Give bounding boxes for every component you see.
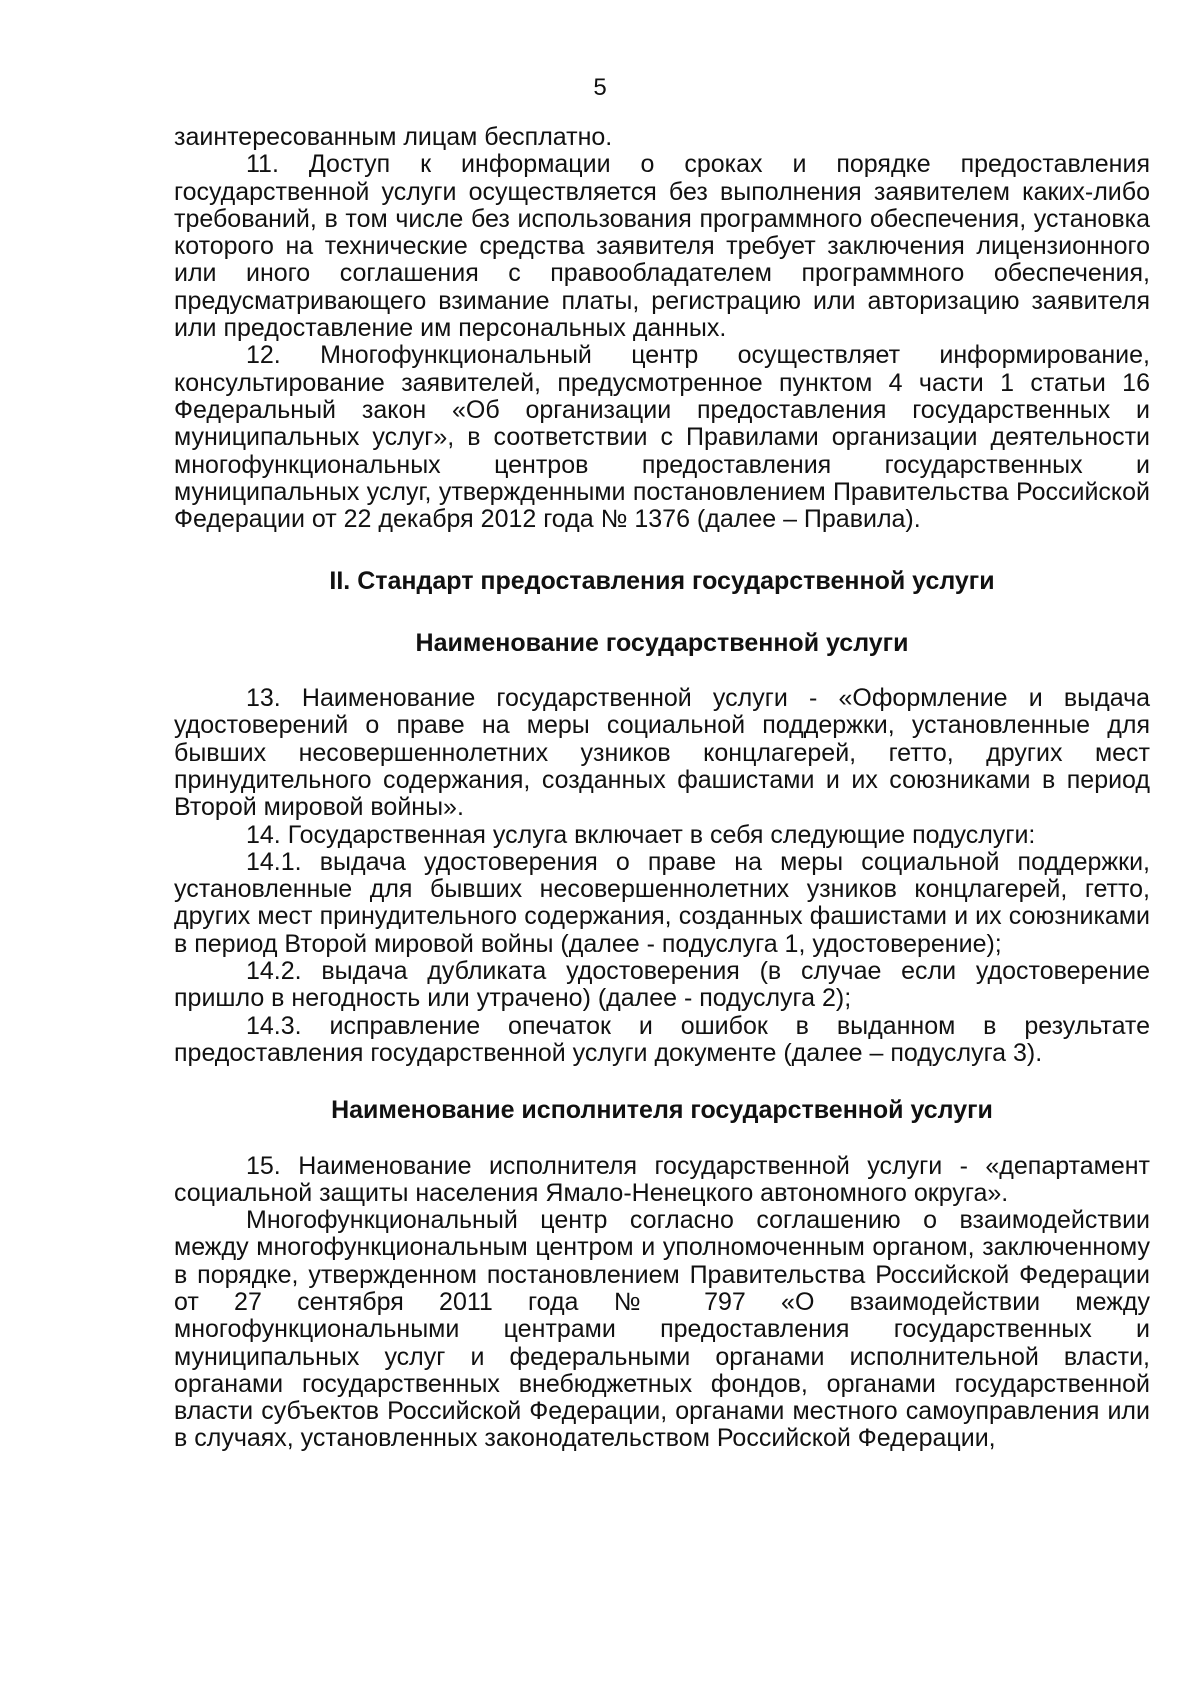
paragraph-14-1: 14.1. выдача удостоверения о праве на меры социальной поддержки, установленные для бывших несовершеннолетних узников концлагерей, гетто, других мест принудительного содержания, созданных фашистами и их союзниками в период Второй мировой войны (далее - подуслуга 1, удостоверение);	[174, 847, 1150, 958]
paragraph-continuation: заинтересованным лицам бесплатно.	[174, 123, 613, 151]
paragraph-13: 13. Наименование государственной услуги - «Оформление и выдача удостоверений о праве на меры социальной поддержки, установленные для бывших несовершеннолетних узников концлагерей, гетто, других мест принудительного содержания, созданных фашистами и их союзниками в период Второй мировой войны».	[174, 684, 1150, 822]
paragraph-14-2: 14.2. выдача дубликата удостоверения (в случае если удостоверение пришло в негодность или утрачено) (далее - подуслуга 2);	[174, 957, 1150, 1013]
section-heading: II. Стандарт предоставления государственной услуги	[329, 567, 995, 596]
paragraph-11: 11. Доступ к информации о сроках и порядке предоставления государственной услуги осуществляется без выполнения заявителем каких-либо требований, в том числе без использования программного обеспечения, установка которого на технические средства заявителя требует заключения лицензионного или иного соглашения с правообладателем программного обеспечения, предусматривающего взимание платы, регистрацию или авторизацию заявителя или предоставление им персональных данных.	[174, 150, 1150, 343]
document-body	[174, 124, 1150, 1453]
page-number: 5	[593, 74, 607, 101]
paragraph-14: 14. Государственная услуга включает в себя следующие подуслуги:	[246, 820, 1036, 849]
paragraph-14-3: 14.3. исправление опечаток и ошибок в выданном в результате предоставления государственной услуги документе (далее – подуслуга 3).	[174, 1011, 1150, 1067]
subheading-service-name: Наименование государственной услуги	[415, 628, 909, 657]
paragraph-12: 12. Многофункциональный центр осуществляет информирование, консультирование заявителей, предусмотренное пунктом 4 части 1 статьи 16 Федеральный закон «Об организации предоставления государственных и муниципальных услуг», в соответствии с Правилами организации деятельности многофункциональных центров предоставления государственных и муниципальных услуг, утвержденными постановлением Правительства Российской Федерации от 22 декабря 2012 года № 1376 (далее – Правила).	[174, 341, 1150, 534]
paragraph-15: 15. Наименование исполнителя государственной услуги - «департамент социальной защиты населения Ямало-Ненецкого автономного округа».	[174, 1151, 1150, 1207]
paragraph-15-mfc: Многофункциональный центр согласно соглашению о взаимодействии между многофункциональным центром и уполномоченным органом, заключенному в порядке, утвержденном постановлением Правительства Российской Федерации от 27 сентября 2011 года № 797 «О взаимодействии между многофункциональными центрами предоставления государственных и муниципальных услуг и федеральными органами исполнительной власти, органами государственных внебюджетных фондов, органами государственной власти субъектов Российской Федерации, органами местного самоуправления или в случаях, установленных законодательством Российской Федерации,	[174, 1206, 1150, 1453]
subheading-executor-name: Наименование исполнителя государственной услуги	[331, 1096, 993, 1125]
